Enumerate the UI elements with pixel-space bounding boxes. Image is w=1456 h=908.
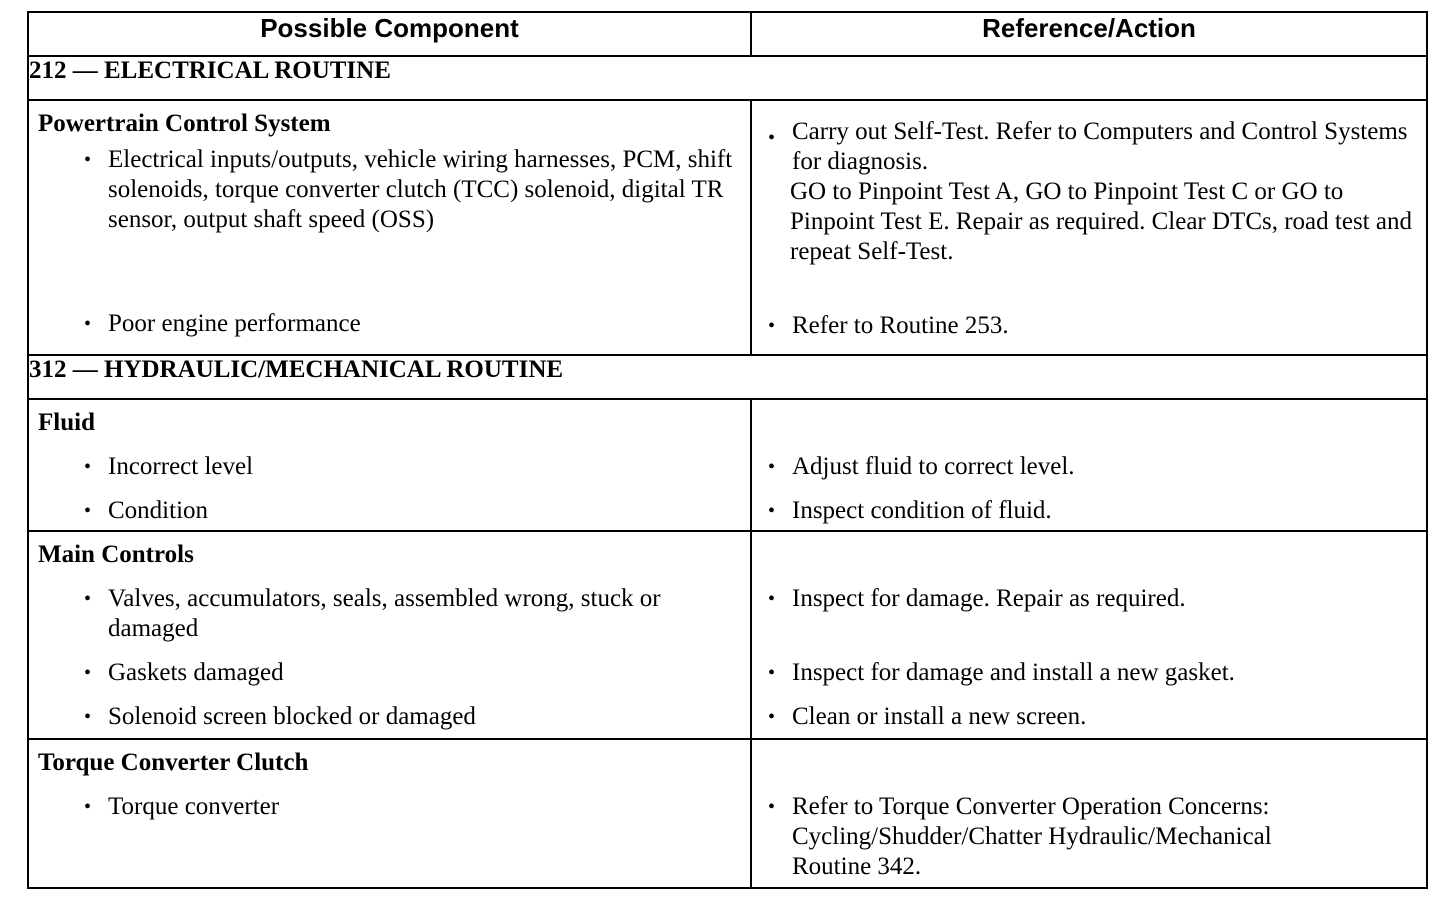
component-text: Gaskets damaged (108, 659, 284, 686)
section-title-torque-converter-clutch: Torque Converter Clutch (38, 749, 309, 776)
action-item (752, 792, 1426, 882)
action-cell-main-controls (751, 531, 1427, 739)
bullet-icon: • (84, 706, 92, 728)
action-text: Carry out Self-Test. Refer to Computers and Control Systems for diagnosis. (792, 118, 1408, 175)
bullet-icon: • (768, 662, 776, 684)
header-reference-action: Reference/Action (751, 12, 1427, 56)
component-cell-main-controls (28, 531, 751, 739)
component-item (29, 145, 750, 235)
section-row-main-controls (28, 531, 1427, 739)
bullet-icon: • (84, 456, 92, 478)
action-cell-powertrain (751, 100, 1427, 355)
component-cell-powertrain (28, 100, 751, 355)
routine-row-212 (28, 56, 1427, 100)
bullet-icon: • (84, 796, 92, 818)
diagnosis-table (27, 11, 1428, 889)
bullet-icon: • (768, 588, 776, 610)
action-cell-torque-converter-clutch (751, 739, 1427, 888)
section-title-fluid: Fluid (38, 409, 95, 436)
component-item (29, 452, 750, 482)
bullet-icon: • (84, 313, 92, 335)
bullet-icon: • (768, 456, 776, 478)
bullet-icon: • (768, 315, 776, 337)
routine-title-312: 312 — HYDRAULIC/MECHANICAL ROUTINE (28, 355, 1427, 399)
component-item (29, 658, 750, 688)
action-item (752, 452, 1426, 482)
action-item-continued (752, 177, 1426, 267)
component-text: Valves, accumulators, seals, assembled wrong, stuck or damaged (108, 585, 661, 642)
component-item (29, 792, 750, 822)
action-text: Refer to Torque Converter Operation Concerns: Cycling/Shudder/Chatter Hydraulic/Mechanical Routine 342. (792, 793, 1272, 880)
section-title-powertrain: Powertrain Control System (38, 110, 331, 137)
action-text: Refer to Routine 253. (792, 312, 1009, 339)
header-row (28, 12, 1427, 56)
component-text: Torque converter (108, 793, 280, 820)
section-row-fluid (28, 399, 1427, 531)
action-item (752, 658, 1426, 688)
action-text: Inspect for damage and install a new gasket. (792, 659, 1235, 686)
bullet-icon: • (768, 706, 776, 728)
action-text: Inspect for damage. Repair as required. (792, 585, 1186, 612)
action-text: Inspect condition of fluid. (792, 497, 1052, 524)
routine-row-312 (28, 355, 1427, 399)
component-cell-fluid (28, 399, 751, 531)
section-title-main-controls: Main Controls (38, 541, 194, 568)
bullet-icon: • (768, 796, 776, 818)
component-text: Electrical inputs/outputs, vehicle wiring harnesses, PCM, shift solenoids, torque converter clutch (TCC) solenoid, digital TR sensor, output shaft speed (OSS) (108, 146, 733, 233)
action-text: GO to Pinpoint Test A, GO to Pinpoint Test C or GO to Pinpoint Test E. Repair as required. Clear DTCs, road test and repeat Self-Test. (790, 178, 1412, 265)
bullet-icon: • (768, 127, 776, 149)
action-text: Clean or install a new screen. (792, 703, 1087, 730)
header-possible-component: Possible Component (28, 12, 751, 56)
bullet-icon: • (84, 149, 92, 171)
component-item (29, 702, 750, 732)
component-cell-torque-converter-clutch (28, 739, 751, 888)
bullet-icon: • (84, 588, 92, 610)
section-row-powertrain (28, 100, 1427, 355)
routine-title-212: 212 — ELECTRICAL ROUTINE (28, 56, 1427, 100)
section-row-torque-converter-clutch (28, 739, 1427, 888)
bullet-icon: • (84, 500, 92, 522)
bullet-icon: • (768, 500, 776, 522)
action-item (752, 584, 1426, 614)
component-text: Incorrect level (108, 453, 254, 480)
component-item (29, 584, 750, 644)
component-item (29, 309, 750, 339)
component-item (29, 496, 750, 526)
action-text: Adjust fluid to correct level. (792, 453, 1075, 480)
action-item (752, 702, 1426, 732)
action-item (752, 311, 1426, 341)
component-text: Solenoid screen blocked or damaged (108, 703, 476, 730)
component-text: Poor engine performance (108, 310, 361, 337)
component-text: Condition (108, 497, 209, 524)
action-item (752, 117, 1426, 177)
bullet-icon: • (84, 662, 92, 684)
action-item (752, 496, 1426, 526)
action-cell-fluid (751, 399, 1427, 531)
